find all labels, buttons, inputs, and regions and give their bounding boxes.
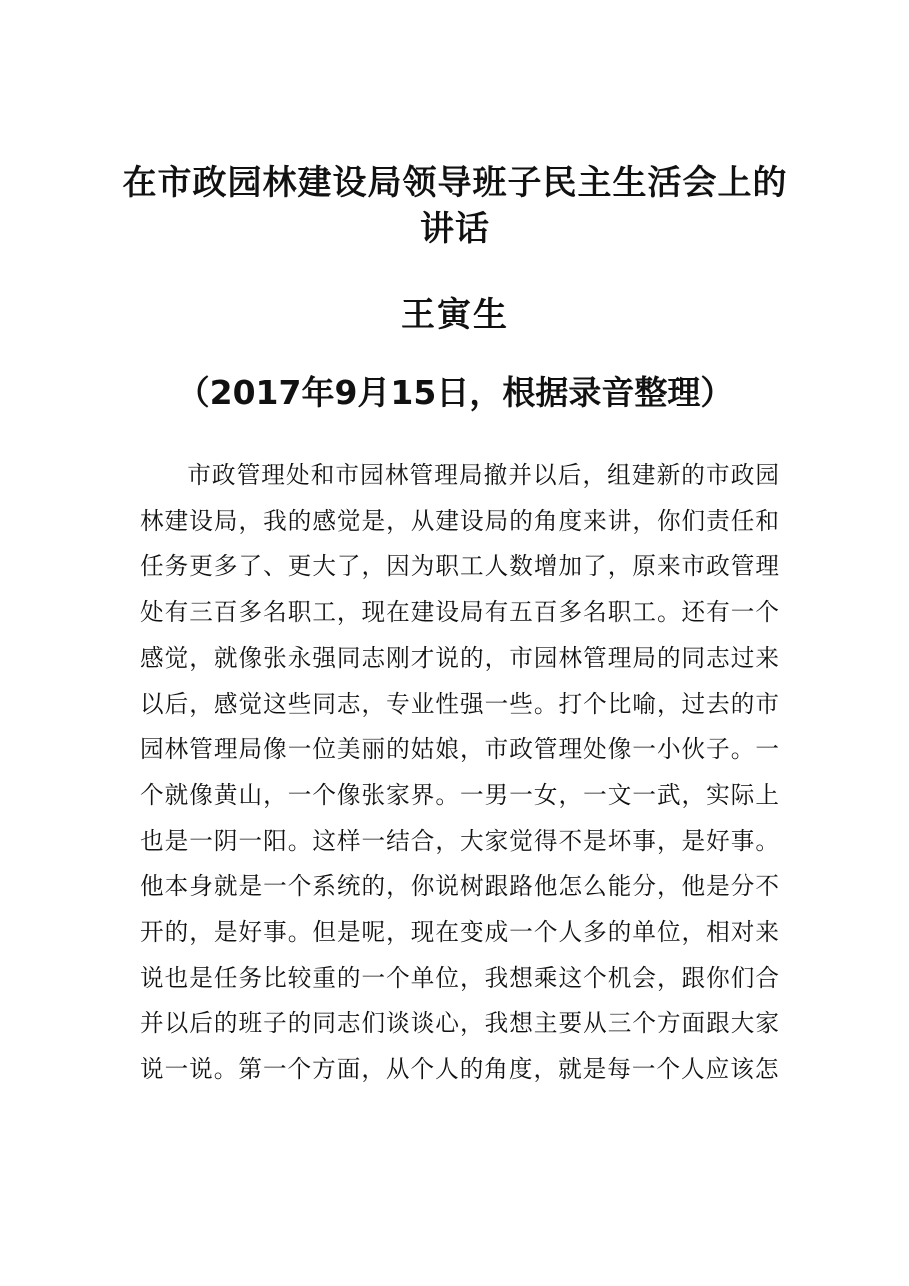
- document-title: 在市政园林建设局领导班子民主生活会上的讲话: [122, 163, 788, 249]
- body-paragraph: 市政管理处和市园林管理局撤并以后，组建新的市政园林建设局，我的感觉是，从建设局的角度来讲，你们责任和任务更多了、更大了，因为职工人数增加了，原来市政管理处有三百多名职工，现在建设局有五百多名职工。还有一个感觉，就像张永强同志刚才说的，市园林管理局的同志过来以后，感觉这些同志，专业性强一些。打个比喻，过去的市园林管理局像一位美丽的姑娘，市政管理处像一小伙子。一个就像黄山，一个像张家界。一男一女，一文一武，实际上也是一阴一阳。这样一结合，大家觉得不是坏事，是好事。他本身就是一个系统的，你说树跟路他怎么能分，他是分不开的，是好事。但是呢，现在变成一个人多的单位，相对来说也是任务比较重的一个单位，我想乘这个机会，跟你们合并以后的班子的同志们谈谈心，我想主要从三个方面跟大家说一说。第一个方面，从个人的角度，就是每一个人应该怎: [140, 461, 780, 1084]
- document-date-note: （2017年9月15日，根据录音整理）: [176, 373, 734, 412]
- document-author: 王寅生: [401, 295, 509, 335]
